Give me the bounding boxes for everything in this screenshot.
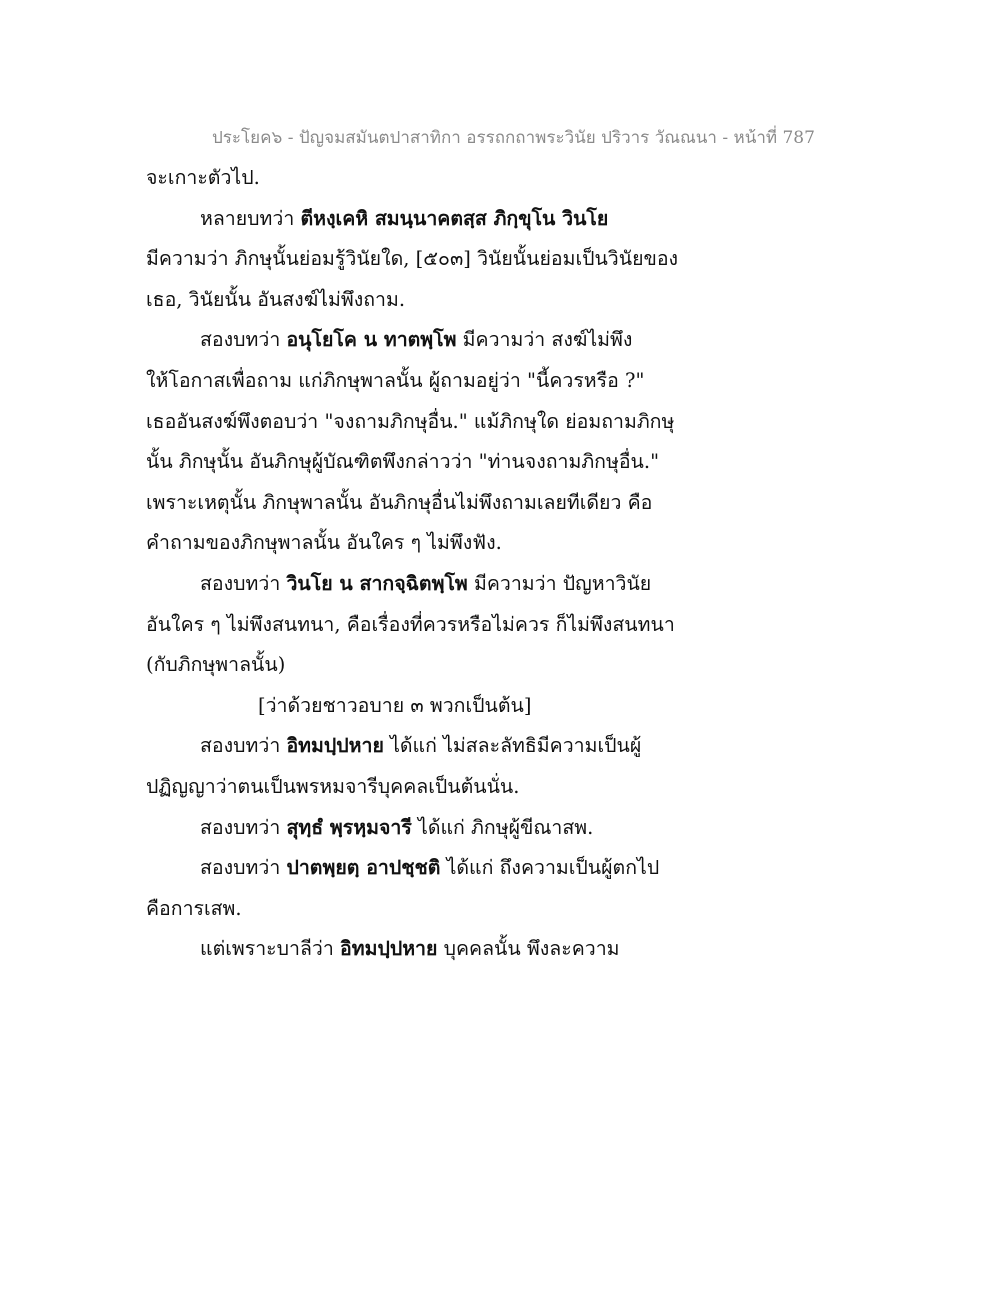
text-line: ปฏิญญาว่าตนเป็นพรหมจารีบุคคลเป็นต้นนั่น. <box>146 774 520 798</box>
text-line: นั้น ภิกษุนั้น อันภิกษุผู้บัณฑิตพึงกล่าวว่า "ท่านจงถามภิกษุอื่น." <box>146 450 660 474</box>
pali-term: วินโย น สากจฺฉิตพฺโพ <box>286 571 468 595</box>
text-line: เธอ, วินัยนั้น อันสงฆ์ไม่พึงถาม. <box>146 287 406 311</box>
text-line: สองบทว่า ปาตพฺยตฺ อาปชฺชติ ได้แก่ ถึงความเป็นผู้ตกไป <box>200 856 660 880</box>
text-line: เพราะเหตุนั้น ภิกษุพาลนั้น อันภิกษุอื่นไม่พึงถามเลยทีเดียว คือ <box>146 490 653 514</box>
text-line: อันใคร ๆ ไม่พึงสนทนา, คือเรื่องที่ควรหรือไม่ควร ก็ไม่พึงสนทนา <box>146 612 675 636</box>
text-line: แต่เพราะบาลีว่า อิทมปฺปหาย บุคคลนั้น พึงละความ <box>200 937 620 961</box>
pali-term: อิทมปฺปหาย <box>340 937 438 961</box>
pali-term: สุทฺธํ พฺรหฺมจารี <box>286 815 412 839</box>
section-heading: [ว่าด้วยชาวอบาย ๓ พวกเป็นต้น] <box>258 693 532 717</box>
pali-term: อิทมปฺปหาย <box>286 734 384 758</box>
page-header: ประโยค๖ - ปัญจมสมันตปาสาทิกา อรรถกถาพระวินัย ปริวาร วัณณนา - หน้าที่ 787 <box>212 128 815 148</box>
pali-term: ปาตพฺยตฺ อาปชฺชติ <box>286 856 441 880</box>
text-line: คำถามของภิกษุพาลนั้น อันใคร ๆ ไม่พึงฟัง. <box>146 531 502 555</box>
text-line: สองบทว่า อนุโยโค น ทาตพฺโพ มีความว่า สงฆ์ไม่พึง <box>200 328 633 352</box>
text-line: คือการเสพ. <box>146 896 242 920</box>
text-line: ให้โอกาสเพื่อถาม แก่ภิกษุพาลนั้น ผู้ถามอยู่ว่า "นี้ควรหรือ ?" <box>146 368 645 392</box>
text-line: หลายบทว่า ตีหงฺเคหิ สมนฺนาคตสฺส ภิกฺขุโน วินโย <box>200 206 609 230</box>
text-line: จะเกาะตัวไป. <box>146 166 260 189</box>
text-line: สองบทว่า วินโย น สากจฺฉิตพฺโพ มีความว่า ปัญหาวินัย <box>200 571 652 595</box>
document-body <box>146 158 706 970</box>
text-line: (กับภิกษุพาลนั้น) <box>146 653 286 677</box>
text-line: มีความว่า ภิกษุนั้นย่อมรู้วินัยใด, [๕๐๓] วินัยนั้นย่อมเป็นวินัยของ <box>146 247 679 271</box>
pali-term: ตีหงฺเคหิ สมนฺนาคตสฺส ภิกฺขุโน วินโย <box>300 206 609 230</box>
pali-term: อนุโยโค น ทาตพฺโพ <box>286 328 457 352</box>
text-line: เธออันสงฆ์พึงตอบว่า "จงถามภิกษุอื่น." แม้ภิกษุใด ย่อมถามภิกษุ <box>146 409 675 433</box>
text-line: สองบทว่า อิทมปฺปหาย ได้แก่ ไม่สละลัทธิมีความเป็นผู้ <box>200 734 642 758</box>
text-line: สองบทว่า สุทฺธํ พฺรหฺมจารี ได้แก่ ภิกษุผู้ขีณาสพ. <box>200 815 594 839</box>
